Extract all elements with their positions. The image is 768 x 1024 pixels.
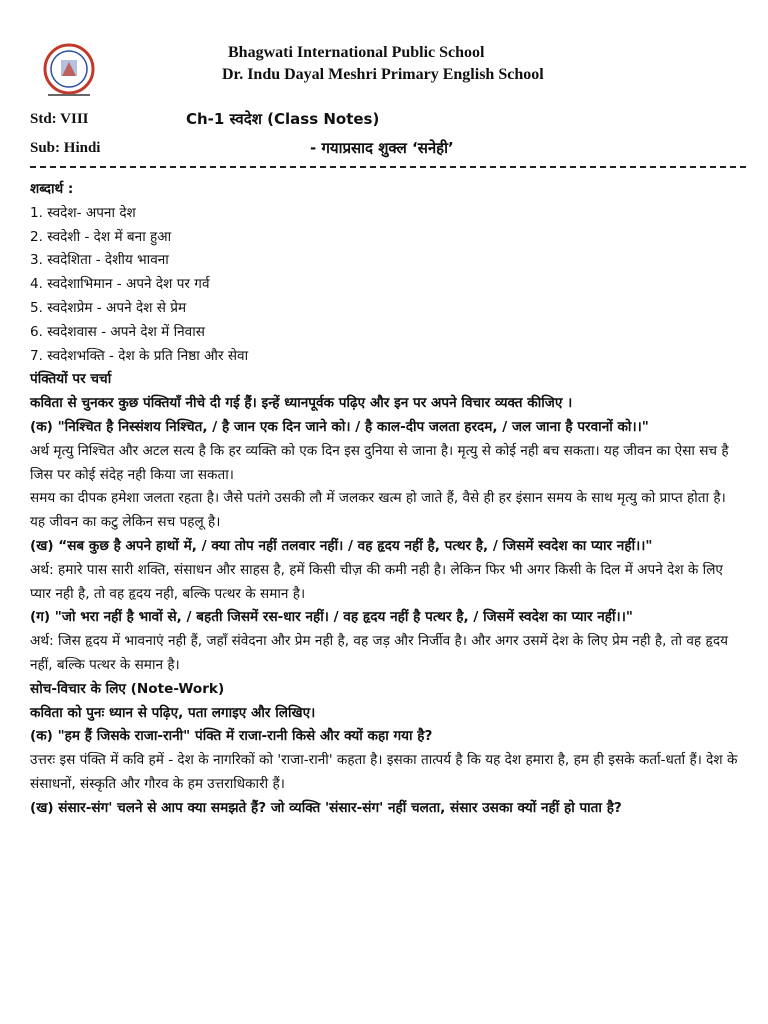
glossary-item: 1. स्वदेश- अपना देश [30, 204, 136, 221]
notework-question-kha: (ख) संसार-संग' चलने से आप क्या समझते हैं? जो व्यक्ति 'संसार-संग' नहीं चलता, संसार उसका क्यों नहीं हो पाता है? [30, 799, 622, 816]
chapter-title: Ch-1 स्वदेश (Class Notes) [186, 110, 380, 128]
section-heading-notework: सोच-विचार के लिए (Note-Work) [30, 680, 225, 697]
school-crest-icon [40, 42, 98, 100]
glossary-item: 5. स्वदेशप्रेम - अपने देश से प्रेम [30, 299, 187, 316]
school-subname: Dr. Indu Dayal Meshri Primary English School [222, 66, 544, 83]
subject-author-row [30, 137, 730, 159]
answer-ka-part2: समय का दीपक हमेशा जलता रहता है। जैसे पतंगे उसकी लौ में जलकर खत्म हो जाते हैं, वैसे ही हर इंसान समय के साथ मृत्यु को प्राप्त होता है। यह जीवन का कटु लेकिन सच पहलू है। [30, 490, 726, 531]
std-chapter-row [30, 108, 730, 130]
glossary-item: 7. स्वदेशभक्ति - देश के प्रति निष्ठा और सेवा [30, 347, 249, 364]
glossary-item: 3. स्वदेशिता - देशीय भावना [30, 252, 169, 269]
glossary-item: 6. स्वदेशवास - अपने देश में निवास [30, 323, 205, 340]
school-logo [40, 42, 98, 100]
answer-ga: अर्थ: जिस हृदय में भावनाएं नही हैं, जहाँ संवेदना और प्रेम नही है, वह जड़ और निर्जीव है। और अगर उसमें देश के लिए प्रेम नही है, तो वह हृदय नहीं, बल्कि पत्थर के समान है। [30, 633, 729, 673]
glossary-heading: शब्दार्थ : [30, 181, 74, 197]
notes-content [30, 178, 742, 821]
glossary-item: 2. स्वदेशी - देश में बना हुआ [30, 228, 172, 245]
notework-answer-ka: उत्तरः इस पंक्ति में कवि हमें - देश के नागरिकों को 'राजा-रानी' कहता है। इसका तात्पर्य है कि यह देश हमारा है, हम ही इसके कर्ता-धर्ता हैं। देश के संसाधनों, संस्कृति और गौरव के हम उत्तराधिकारी हैं। [30, 752, 738, 792]
subject-label: Sub: Hindi [30, 140, 101, 156]
std-label: Std: VIII [30, 111, 89, 127]
question-ga: (ग) "जो भरा नहीं है भावों से, / बहती जिसमें रस-धार नहीं। / वह हृदय नहीं है पत्थर है, / जिसमें स्वदेश का प्यार नहीं।।" [30, 609, 633, 626]
section-intro-discussion: कविता से चुनकर कुछ पंक्तियाँ नीचे दी गई हैं। इन्हें ध्यानपूर्वक पढ़िए और इन पर अपने विचार व्यक्त कीजिए । [30, 395, 573, 412]
glossary-item: 4. स्वदेशाभिमान - अपने देश पर गर्व [30, 276, 210, 293]
section-heading-discussion: पंक्तियों पर चर्चा [30, 371, 112, 388]
question-kha: (ख) “सब कुछ है अपने हाथों में, / क्या तोप नहीं तलवार नहीं। / वह हृदय नहीं है, पत्थर है, / जिसमें स्वदेश का प्यार नहीं।।" [30, 537, 653, 554]
notework-question-ka: (क) "हम हैं जिसके राजा-रानी" पंक्ति में राजा-रानी किसे और क्यों कहा गया है? [30, 728, 433, 745]
answer-kha: अर्थ: हमारे पास सारी शक्ति, संसाधन और साहस है, हमें किसी चीज़ की कमी नही है। लेकिन फिर भी अगर किसी के दिल में अपने देश के लिए प्यार नही है, तो वह हृदय नही, बल्कि पत्थर के समान है। [30, 561, 723, 602]
question-ka: (क) "निश्चित है निस्संशय निश्चित, / है जान एक दिन जाने को। / है काल-दीप जलता हरदम, / जल जाना है परवानों को।।" [30, 418, 649, 435]
author-name: - गयाप्रसाद शुक्ल ‘सनेही’ [310, 139, 454, 157]
answer-ka-part1: अर्थ मृत्यु निश्चित और अटल सत्य है कि हर व्यक्ति को एक दिन इस दुनिया से जाना है। मृत्यु से कोई नही बच सकता। यह जीवन का ऐसा सच है जिस पर कोई संदेह नही किया जा सकता। [30, 442, 729, 483]
section-intro-notework: कविता को पुनः ध्यान से पढ़िए, पता लगाइए और लिखिए। [30, 704, 316, 721]
dashed-divider [30, 166, 746, 168]
school-name: Bhagwati International Public School [228, 44, 485, 61]
